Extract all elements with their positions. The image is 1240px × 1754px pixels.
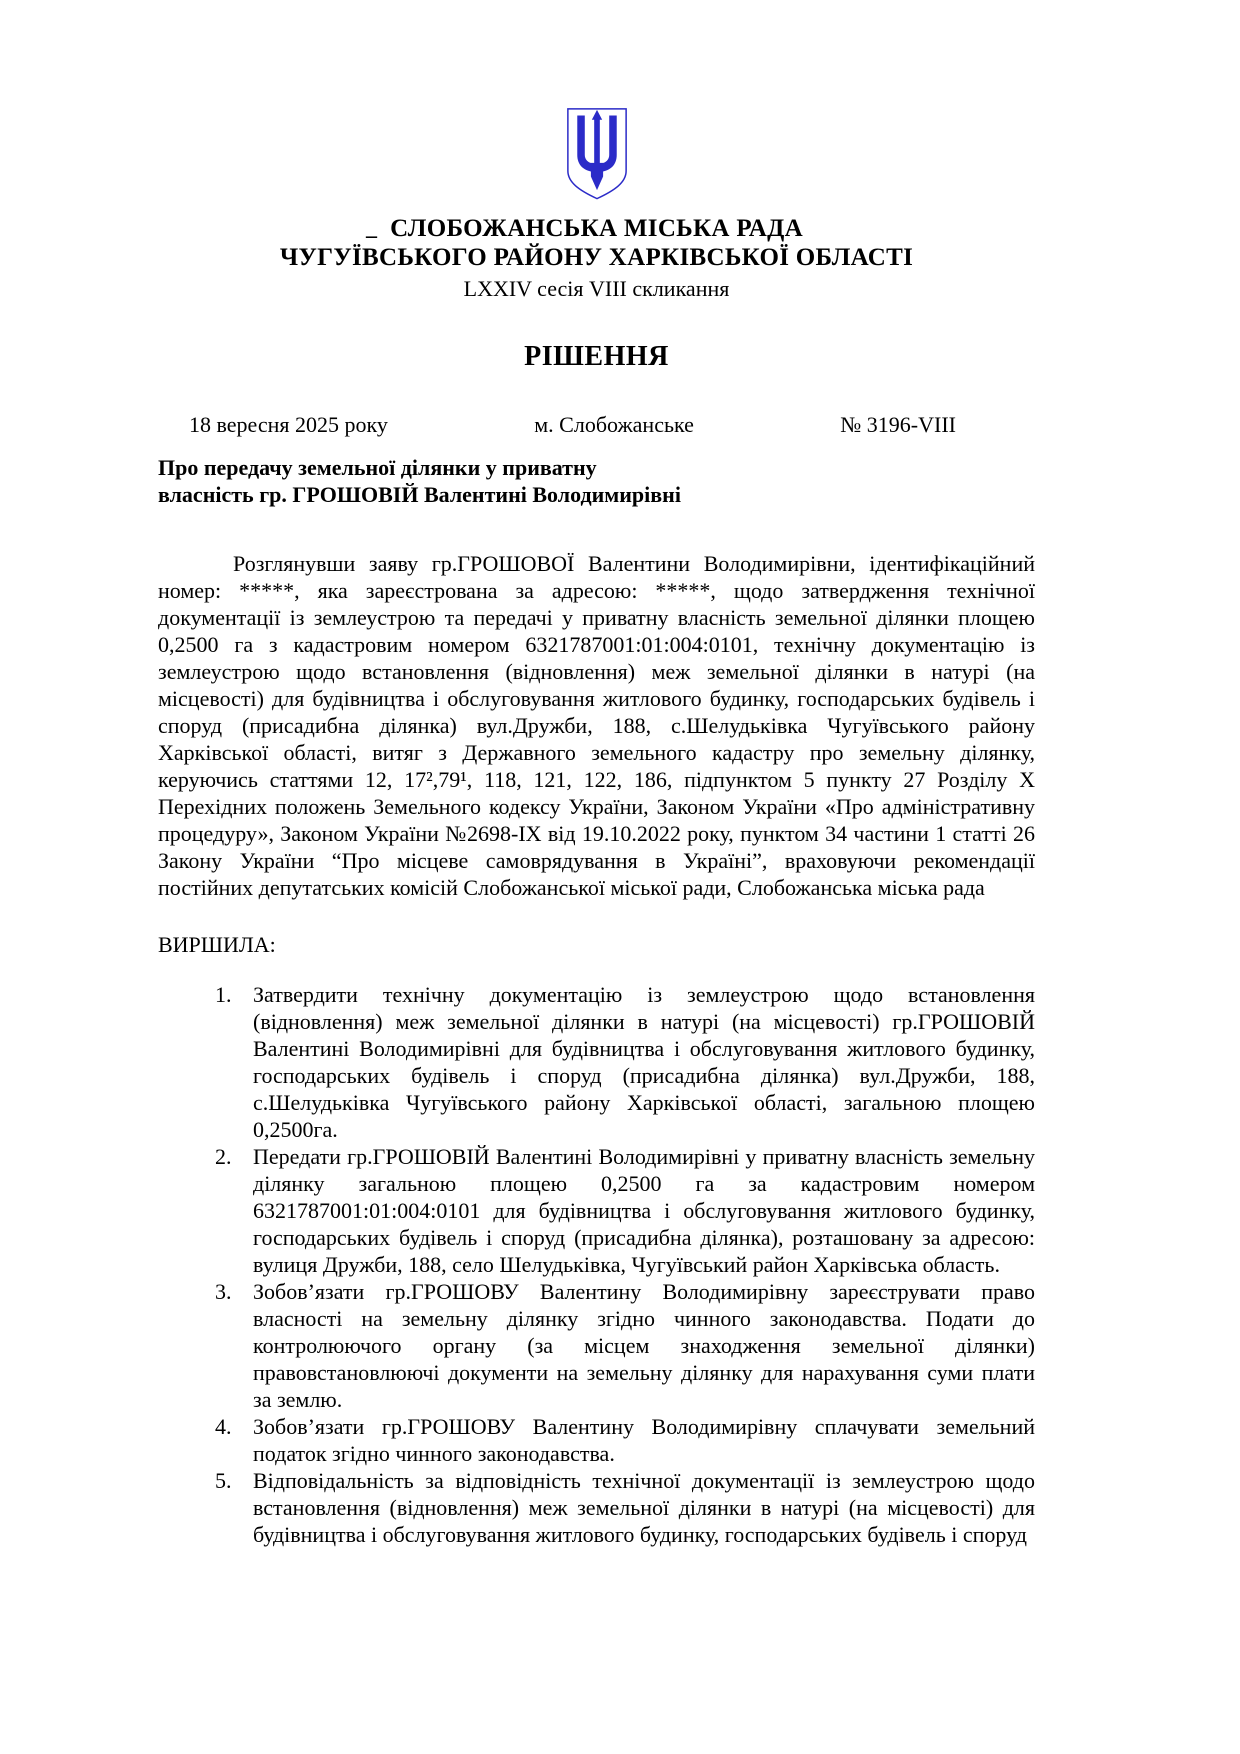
decision-meta-row	[158, 411, 1035, 438]
item-number: 5.	[215, 1468, 232, 1493]
item-number: 3.	[215, 1279, 232, 1304]
item-number: 1.	[215, 982, 232, 1007]
list-item	[158, 981, 1035, 1143]
resolution-label: ВИРШИЛА:	[158, 932, 276, 957]
council-name: СЛОБОЖАНСЬКА МІСЬКА РАДА	[390, 215, 803, 242]
item-number: 2.	[215, 1144, 232, 1169]
decision-subject	[158, 454, 1035, 508]
item-text: Зобов’язати гр.ГРОШОВУ Валентину Володимирівну сплачувати земельний податок згідно чинного законодавства.	[253, 1414, 1035, 1466]
trident-shield-icon	[566, 106, 628, 202]
list-item	[158, 1143, 1035, 1278]
subject-line-1: Про передачу земельної ділянки у приватну	[158, 455, 597, 480]
district-region-name: ЧУГУЇВСЬКОГО РАЙОНУ ХАРКІВСЬКОЇ ОБЛАСТІ	[279, 244, 914, 271]
stray-underscore-mark: _	[366, 215, 377, 240]
item-text: Зобов’язати гр.ГРОШОВУ Валентину Володимирівну зареєструвати право власності на земельну ділянку згідно чинного законодавства. Подати до контролюючого органу (за місцем знаходження земельної ділянки) правовстановлюючі документи на земельну ділянку для нарахування суми плати за землю.	[253, 1279, 1035, 1412]
list-item	[158, 1413, 1035, 1467]
item-text: Затвердити технічну документацію із землеустрою щодо встановлення (відновлення) меж земельної ділянки в натурі (на місцевості) гр.ГРОШОВІЙ Валентині Володимирівні для будівництва і обслуговування житлового будинку, господарських будівель і споруд (присадибна ділянка) вул.Дружби, 188, с.Шелудьківка Чугуївського району Харківської області, загальною площею 0,2500га.	[253, 982, 1035, 1142]
item-number: 4.	[215, 1414, 232, 1439]
decision-number: № 3196-VIII	[840, 412, 956, 437]
item-text: Відповідальність за відповідність технічної документації із землеустрою щодо встановлення (відновлення) меж земельної ділянки в натурі (на місцевості) для будівництва і обслуговування житлового будинку, господарських будівель і споруд	[253, 1468, 1035, 1547]
resolution-list	[158, 981, 1035, 1548]
item-text: Передати гр.ГРОШОВІЙ Валентині Володимирівні у приватну власність земельну ділянку загальною площею 0,2500 га за кадастровим номером 6321787001:01:004:0101 для будівництва і обслуговування житлового будинку, господарських будівель і споруд (присадибна ділянка), розташовану за адресою: вулиця Дружби, 188, село Шелудьківка, Чугуївський район Харківська область.	[253, 1144, 1035, 1277]
session-line: LXXIV сесія VIII скликання	[463, 276, 730, 301]
list-item	[158, 1467, 1035, 1548]
list-item	[158, 1278, 1035, 1413]
subject-line-2: власність гр. ГРОШОВІЙ Валентині Володимирівні	[158, 482, 681, 507]
decision-place: м. Слобожанське	[534, 412, 694, 437]
decision-date: 18 вересня 2025 року	[189, 412, 388, 437]
document-header	[158, 214, 1035, 304]
preamble-paragraph: Розглянувши заяву гр.ГРОШОВОЇ Валентини Володимирівни, ідентифікаційний номер: *****, яка зареєстрована за адресою: *****, щодо затвердження технічної документації із землеустрою та передачі у приватну власність земельної ділянки площею 0,2500 га з кадастровим номером 6321787001:01:004:0101, технічну документацію із землеустрою щодо встановлення (відновлення) меж земельної ділянки в натурі (на місцевості) для будівництва і обслуговування житлового будинку, господарських будівель і споруд (присадибна ділянка) вул.Дружби, 188, с.Шелудьківка Чугуївського району Харківської області, витяг з Державного земельного кадастру про земельну ділянку, керуючись статтями 12, 17²,79¹, 118, 121, 122, 186, підпунктом 5 пункту 27 Розділу X Перехідних положень Земельного кодексу України, Законом України «Про адміністративну процедуру», Законом України №2698-IX від 19.10.2022 року, пунктом 34 частини 1 статті 26 Закону України “Про місцеве самоврядування в Україні”, враховуючи рекомендації постійних депутатських комісій Слобожанської міської ради, Слобожанська міська рада	[158, 551, 1035, 900]
national-emblem	[158, 0, 1035, 208]
document-type-title: РІШЕННЯ	[524, 341, 669, 372]
